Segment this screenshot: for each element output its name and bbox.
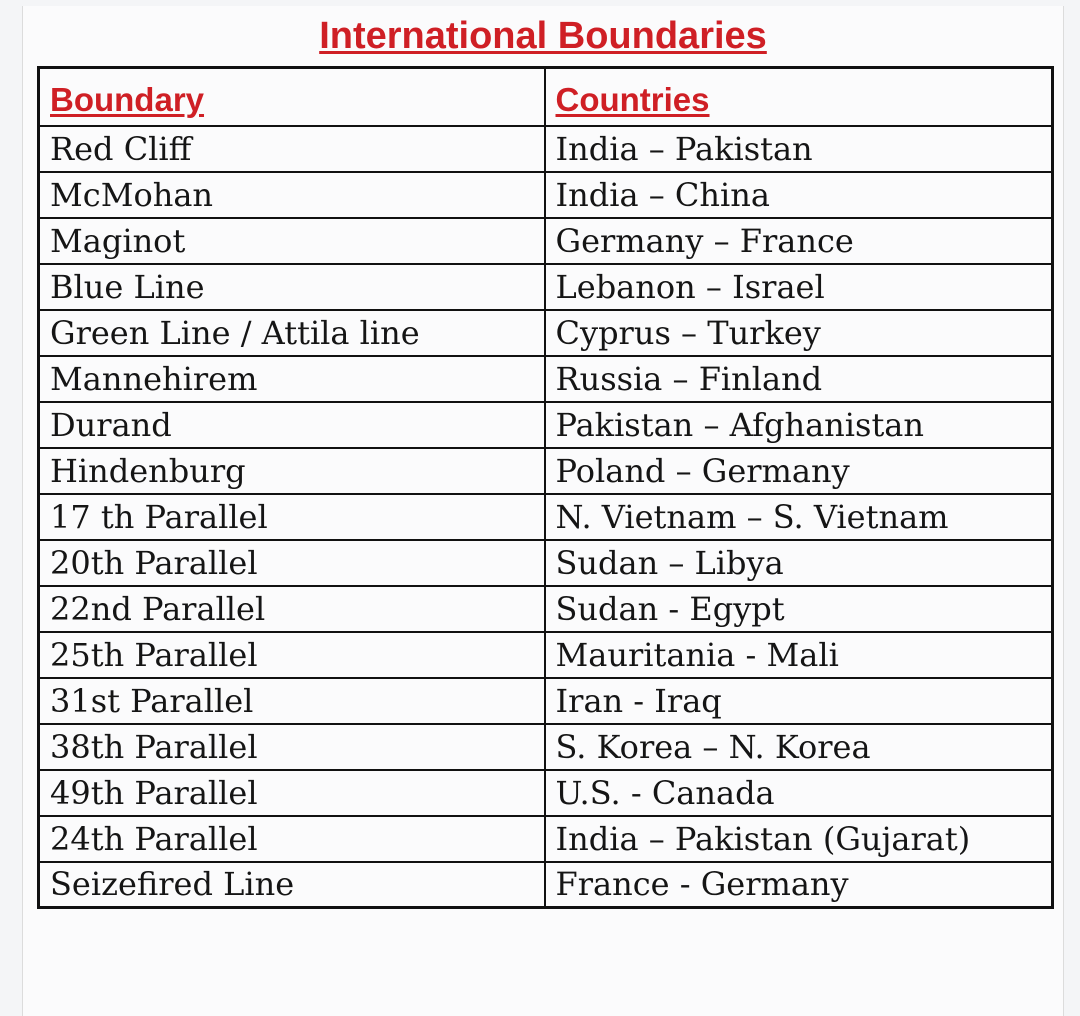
- table-row: [39, 632, 1053, 678]
- countries-cell: India – Pakistan: [545, 126, 1053, 172]
- boundary-cell: Seizefired Line: [39, 862, 545, 908]
- countries-cell: Sudan - Egypt: [545, 586, 1053, 632]
- boundary-cell: 31st Parallel: [39, 678, 545, 724]
- table-header-row: [39, 68, 1053, 126]
- header-countries: Countries: [545, 68, 1053, 126]
- table-row: [39, 448, 1053, 494]
- table-row: [39, 356, 1053, 402]
- boundaries-table: [37, 66, 1054, 909]
- table-row: [39, 586, 1053, 632]
- countries-cell: U.S. - Canada: [545, 770, 1053, 816]
- countries-cell: S. Korea – N. Korea: [545, 724, 1053, 770]
- boundary-cell: 20th Parallel: [39, 540, 545, 586]
- table-row: [39, 494, 1053, 540]
- boundary-cell: 22nd Parallel: [39, 586, 545, 632]
- countries-cell: N. Vietnam – S. Vietnam: [545, 494, 1053, 540]
- boundary-cell: Mannehirem: [39, 356, 545, 402]
- boundary-cell: Blue Line: [39, 264, 545, 310]
- countries-cell: Sudan – Libya: [545, 540, 1053, 586]
- countries-cell: Mauritania - Mali: [545, 632, 1053, 678]
- boundary-cell: 49th Parallel: [39, 770, 545, 816]
- boundary-cell: Red Cliff: [39, 126, 545, 172]
- boundary-cell: 25th Parallel: [39, 632, 545, 678]
- boundary-cell: 24th Parallel: [39, 816, 545, 862]
- table-row: [39, 310, 1053, 356]
- countries-cell: Germany – France: [545, 218, 1053, 264]
- boundary-cell: Hindenburg: [39, 448, 545, 494]
- table-row: [39, 540, 1053, 586]
- boundary-cell: McMohan: [39, 172, 545, 218]
- table-row: [39, 126, 1053, 172]
- countries-cell: Cyprus – Turkey: [545, 310, 1053, 356]
- boundary-cell: Durand: [39, 402, 545, 448]
- countries-cell: Poland – Germany: [545, 448, 1053, 494]
- table-row: [39, 816, 1053, 862]
- table-row: [39, 770, 1053, 816]
- countries-cell: Russia – Finland: [545, 356, 1053, 402]
- table-row: [39, 862, 1053, 908]
- countries-cell: Lebanon – Israel: [545, 264, 1053, 310]
- boundary-cell: 17 th Parallel: [39, 494, 545, 540]
- countries-cell: India – Pakistan (Gujarat): [545, 816, 1053, 862]
- boundary-cell: Green Line / Attila line: [39, 310, 545, 356]
- table-row: [39, 724, 1053, 770]
- table-row: [39, 402, 1053, 448]
- countries-cell: Pakistan – Afghanistan: [545, 402, 1053, 448]
- table-row: [39, 218, 1053, 264]
- header-boundary: Boundary: [39, 68, 545, 126]
- countries-cell: Iran - Iraq: [545, 678, 1053, 724]
- table-row: [39, 172, 1053, 218]
- table-row: [39, 678, 1053, 724]
- countries-cell: India – China: [545, 172, 1053, 218]
- page-title: International Boundaries: [319, 15, 767, 57]
- boundary-cell: 38th Parallel: [39, 724, 545, 770]
- table-row: [39, 264, 1053, 310]
- countries-cell: France - Germany: [545, 862, 1053, 908]
- boundary-cell: Maginot: [39, 218, 545, 264]
